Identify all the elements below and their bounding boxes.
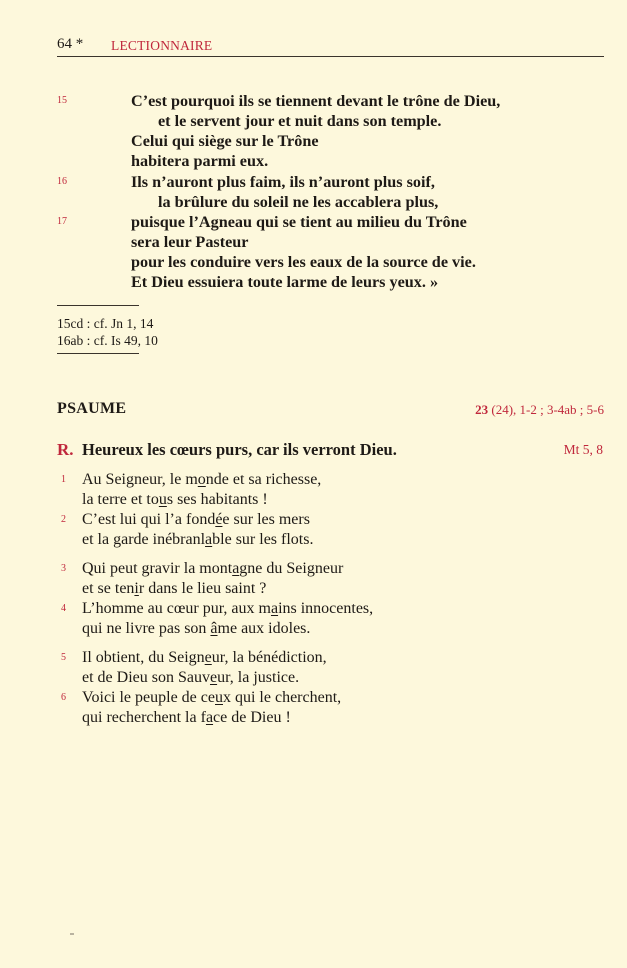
psalm-line: Voici le peuple de ceux qui le cherchent, [82,689,342,706]
psalm-verse-number: 3 [61,563,66,574]
verse-number: 15 [57,95,67,106]
psalm-verse-number: 1 [61,474,66,485]
reading-line: habitera parmi eux. [131,152,269,170]
psalm-line: L’homme au cœur pur, aux mains innocentes, [82,600,374,617]
refrain-reference: Mt 5, 8 [563,442,603,457]
refrain: Heureux les cœurs purs, car ils verront Dieu. [82,440,397,459]
reading-line: la brûlure du soleil ne les accablera plus, [158,193,439,211]
psalm-verse-number: 4 [61,603,66,614]
psalm-line: et la garde inébranlable sur les flots. [82,531,314,548]
reading-line: sera leur Pasteur [131,233,249,251]
response-symbol: R. [57,440,74,459]
psalm-verse-number: 5 [61,652,66,663]
psalm-title: PSAUME [57,400,127,417]
header-rule [57,56,604,57]
psalm-line: qui recherchent la face de Dieu ! [82,709,291,726]
reading-line: Celui qui siège sur le Trône [131,132,319,150]
page-speck [70,933,74,935]
verse-number: 16 [57,176,67,187]
psalm-line: Il obtient, du Seigneur, la bénédiction, [82,649,327,666]
psalm-line: et se tenir dans le lieu saint ? [82,580,267,597]
running-head [57,36,604,58]
psalm-verse-number: 2 [61,514,66,525]
psalm-reference [475,402,604,418]
footnote: 15cd : cf. Jn 1, 14 [57,316,154,331]
psalm-line: et de Dieu son Sauveur, la justice. [82,669,300,686]
reading-line: pour les conduire vers les eaux de la source de vie. [131,253,476,271]
page-number: 64 * [57,36,84,52]
psalm-line: Au Seigneur, le monde et sa richesse, [82,471,322,488]
reading-line: et le servent jour et nuit dans son temple. [158,112,442,130]
psalm-line: Qui peut gravir la montagne du Seigneur [82,560,344,577]
footnote-rule [57,305,139,306]
reading-line: puisque l’Agneau qui se tient au milieu du Trône [131,213,467,231]
footnote-rule [57,353,139,354]
psalm-number: 23 [475,402,489,417]
psalm-line: la terre et tous ses habitants ! [82,491,268,508]
reading-line: C’est pourquoi ils se tiennent devant le trône de Dieu, [131,92,501,110]
reading-line: Et Dieu essuiera toute larme de leurs yeux. » [131,273,439,291]
psalm-verses: (24), 1-2 ; 3-4ab ; 5-6 [488,402,604,417]
book-title: LECTIONNAIRE [111,38,213,53]
reading-line: Ils n’auront plus faim, ils n’auront plus soif, [131,173,435,191]
psalm-line: C’est lui qui l’a fondée sur les mers [82,511,310,528]
verse-number: 17 [57,216,67,227]
psalm-verse-number: 6 [61,692,66,703]
psalm-line: qui ne livre pas son âme aux idoles. [82,620,311,637]
footnote: 16ab : cf. Is 49, 10 [57,333,158,348]
